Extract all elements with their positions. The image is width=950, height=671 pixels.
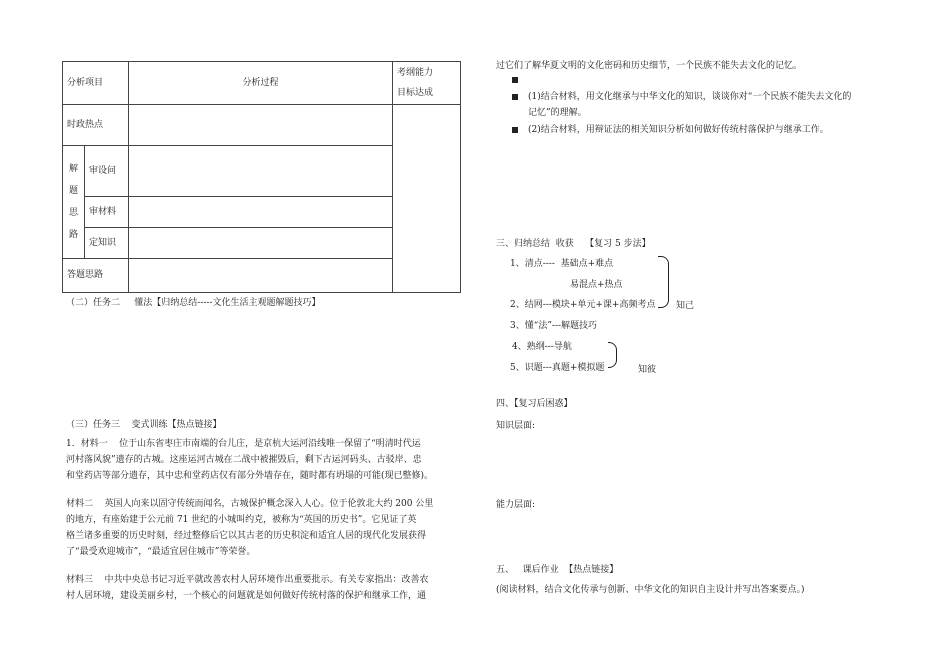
task2-heading: （二）任务二 懂法【归纳总结-----文化生活主观题解题技巧】	[66, 298, 321, 308]
material-1-line-1: 1．材料一 位于山东省枣庄市南端的台儿庄，是京杭大运河沿线唯一保留了“明清时代运	[66, 439, 421, 449]
header-ability-line1: 考纲能力	[397, 68, 434, 78]
step-4: 4、熟纲---导航	[512, 342, 572, 352]
question-1-line-2: 记忆”的理解。	[528, 108, 587, 118]
homework-note: (阅读材料，结合文化传承与创新、中华文化的知识自主设计并写出答案要点。)	[496, 585, 805, 595]
step-1-extra: 易混点+热点	[570, 280, 623, 290]
square-bullet-icon	[512, 77, 518, 83]
header-analysis-process: 分析过程	[129, 62, 393, 105]
row-hot-topic-cell	[129, 105, 393, 146]
row-knowledge-cell	[129, 228, 393, 259]
row-hot-topic-label: 时政热点	[63, 105, 129, 146]
analysis-table	[62, 61, 461, 293]
group-char-2: 题	[68, 186, 78, 196]
step-2: 2、结网---模块+单元+课+高频考点	[510, 300, 656, 310]
material-2-line-2: 的地方，有座始建于公元前 71 世纪的小城叫约克，被称为“英国的历史书”。它见证了英	[66, 515, 417, 525]
row-material-cell	[129, 197, 393, 228]
brace-know-other	[608, 342, 617, 368]
header-ability-line2: 目标达成	[397, 88, 434, 98]
material-2-line-4: 了“最受欢迎城市”，“最适宜居住城市”等荣誉。	[66, 547, 256, 557]
section-3-title: 三、归纳总结 收获 【复习 5 步法】	[496, 239, 651, 249]
row-answer-label: 答题思路	[63, 259, 129, 293]
group-char-4: 路	[68, 230, 78, 240]
row-knowledge-label: 定知识	[85, 228, 129, 259]
empty-bullet	[512, 75, 528, 85]
brace-label-know-other: 知彼	[638, 365, 657, 375]
solve-approach-group	[63, 146, 85, 259]
knowledge-level-label: 知识层面:	[496, 421, 536, 431]
section-5-title: 五、 课后作业 【热点链接】	[496, 565, 619, 575]
row-question-cell	[129, 146, 393, 197]
square-bullet-icon	[512, 94, 518, 100]
row-question-label: 审设问	[85, 146, 129, 197]
square-bullet-icon	[512, 127, 518, 133]
step-3: 3、懂“法”---解题技巧	[510, 321, 598, 331]
material-1-line-2: 河村落风貌”遗存的古城。这座运河古城在二战中被摧毁后，剩下古运河码头、古驳岸、忠	[66, 455, 422, 465]
brace-label-know-self: 知己	[676, 301, 695, 311]
material-2-line-1: 材料二 英国人向来以固守传统而闻名，古城保护概念深入人心。位于伦敦北大约 200 公里	[66, 499, 434, 509]
material-3-line-1: 材料三 中共中央总书记习近平就改善农村人居环境作出重要批示。有关专家指出：改善农	[66, 575, 429, 585]
material-2-line-3: 格兰诸多重要的历史时刻，经过整修后它以其古老的历史积淀和适宜人居的现代化发展获得	[66, 531, 427, 541]
step-1: 1、清点---- 基础点+难点	[510, 259, 614, 269]
question-1	[512, 89, 892, 121]
group-char-3: 思	[68, 208, 78, 218]
row-material-label: 审材料	[85, 197, 129, 228]
material-3	[66, 572, 462, 604]
step-5: 5、识题---真题+模拟题	[510, 363, 605, 373]
question-2-text: (2)结合材料，用辩证法的相关知识分析如何做好传统村落保护与继承工作。	[528, 125, 829, 135]
material-1-line-3: 和堂药店等部分遗存，其中忠和堂药店仅有部分外墙存在，随时都有坍塌的可能(现已整修)。	[66, 471, 434, 481]
section-4-title: 四、【复习后困惑】	[496, 399, 573, 409]
header-ability-target	[393, 62, 461, 105]
material-3-line-2: 村人居环境，建设美丽乡村，一个核心的问题就是如何做好传统村落的保护和继承工作，通	[66, 591, 427, 601]
question-2	[512, 122, 829, 135]
right-intro-text: 过它们了解华夏文明的文化密码和历史细节，一个民族不能失去文化的记忆。	[496, 61, 803, 71]
row-answer-cell	[129, 259, 393, 293]
brace-know-self	[658, 256, 669, 308]
question-1-line-1: (1)结合材料，用文化继承与中华文化的知识，谈谈你对“一个民族不能失去文化的	[528, 92, 852, 102]
ability-target-cell	[393, 105, 461, 293]
header-analysis-item: 分析项目	[63, 62, 129, 105]
material-2	[66, 496, 462, 560]
group-char-1: 解	[68, 164, 78, 174]
task3-heading: （三）任务三 变式训练【热点链接】	[66, 420, 222, 430]
material-1	[66, 436, 462, 484]
ability-level-label: 能力层面:	[496, 500, 536, 510]
